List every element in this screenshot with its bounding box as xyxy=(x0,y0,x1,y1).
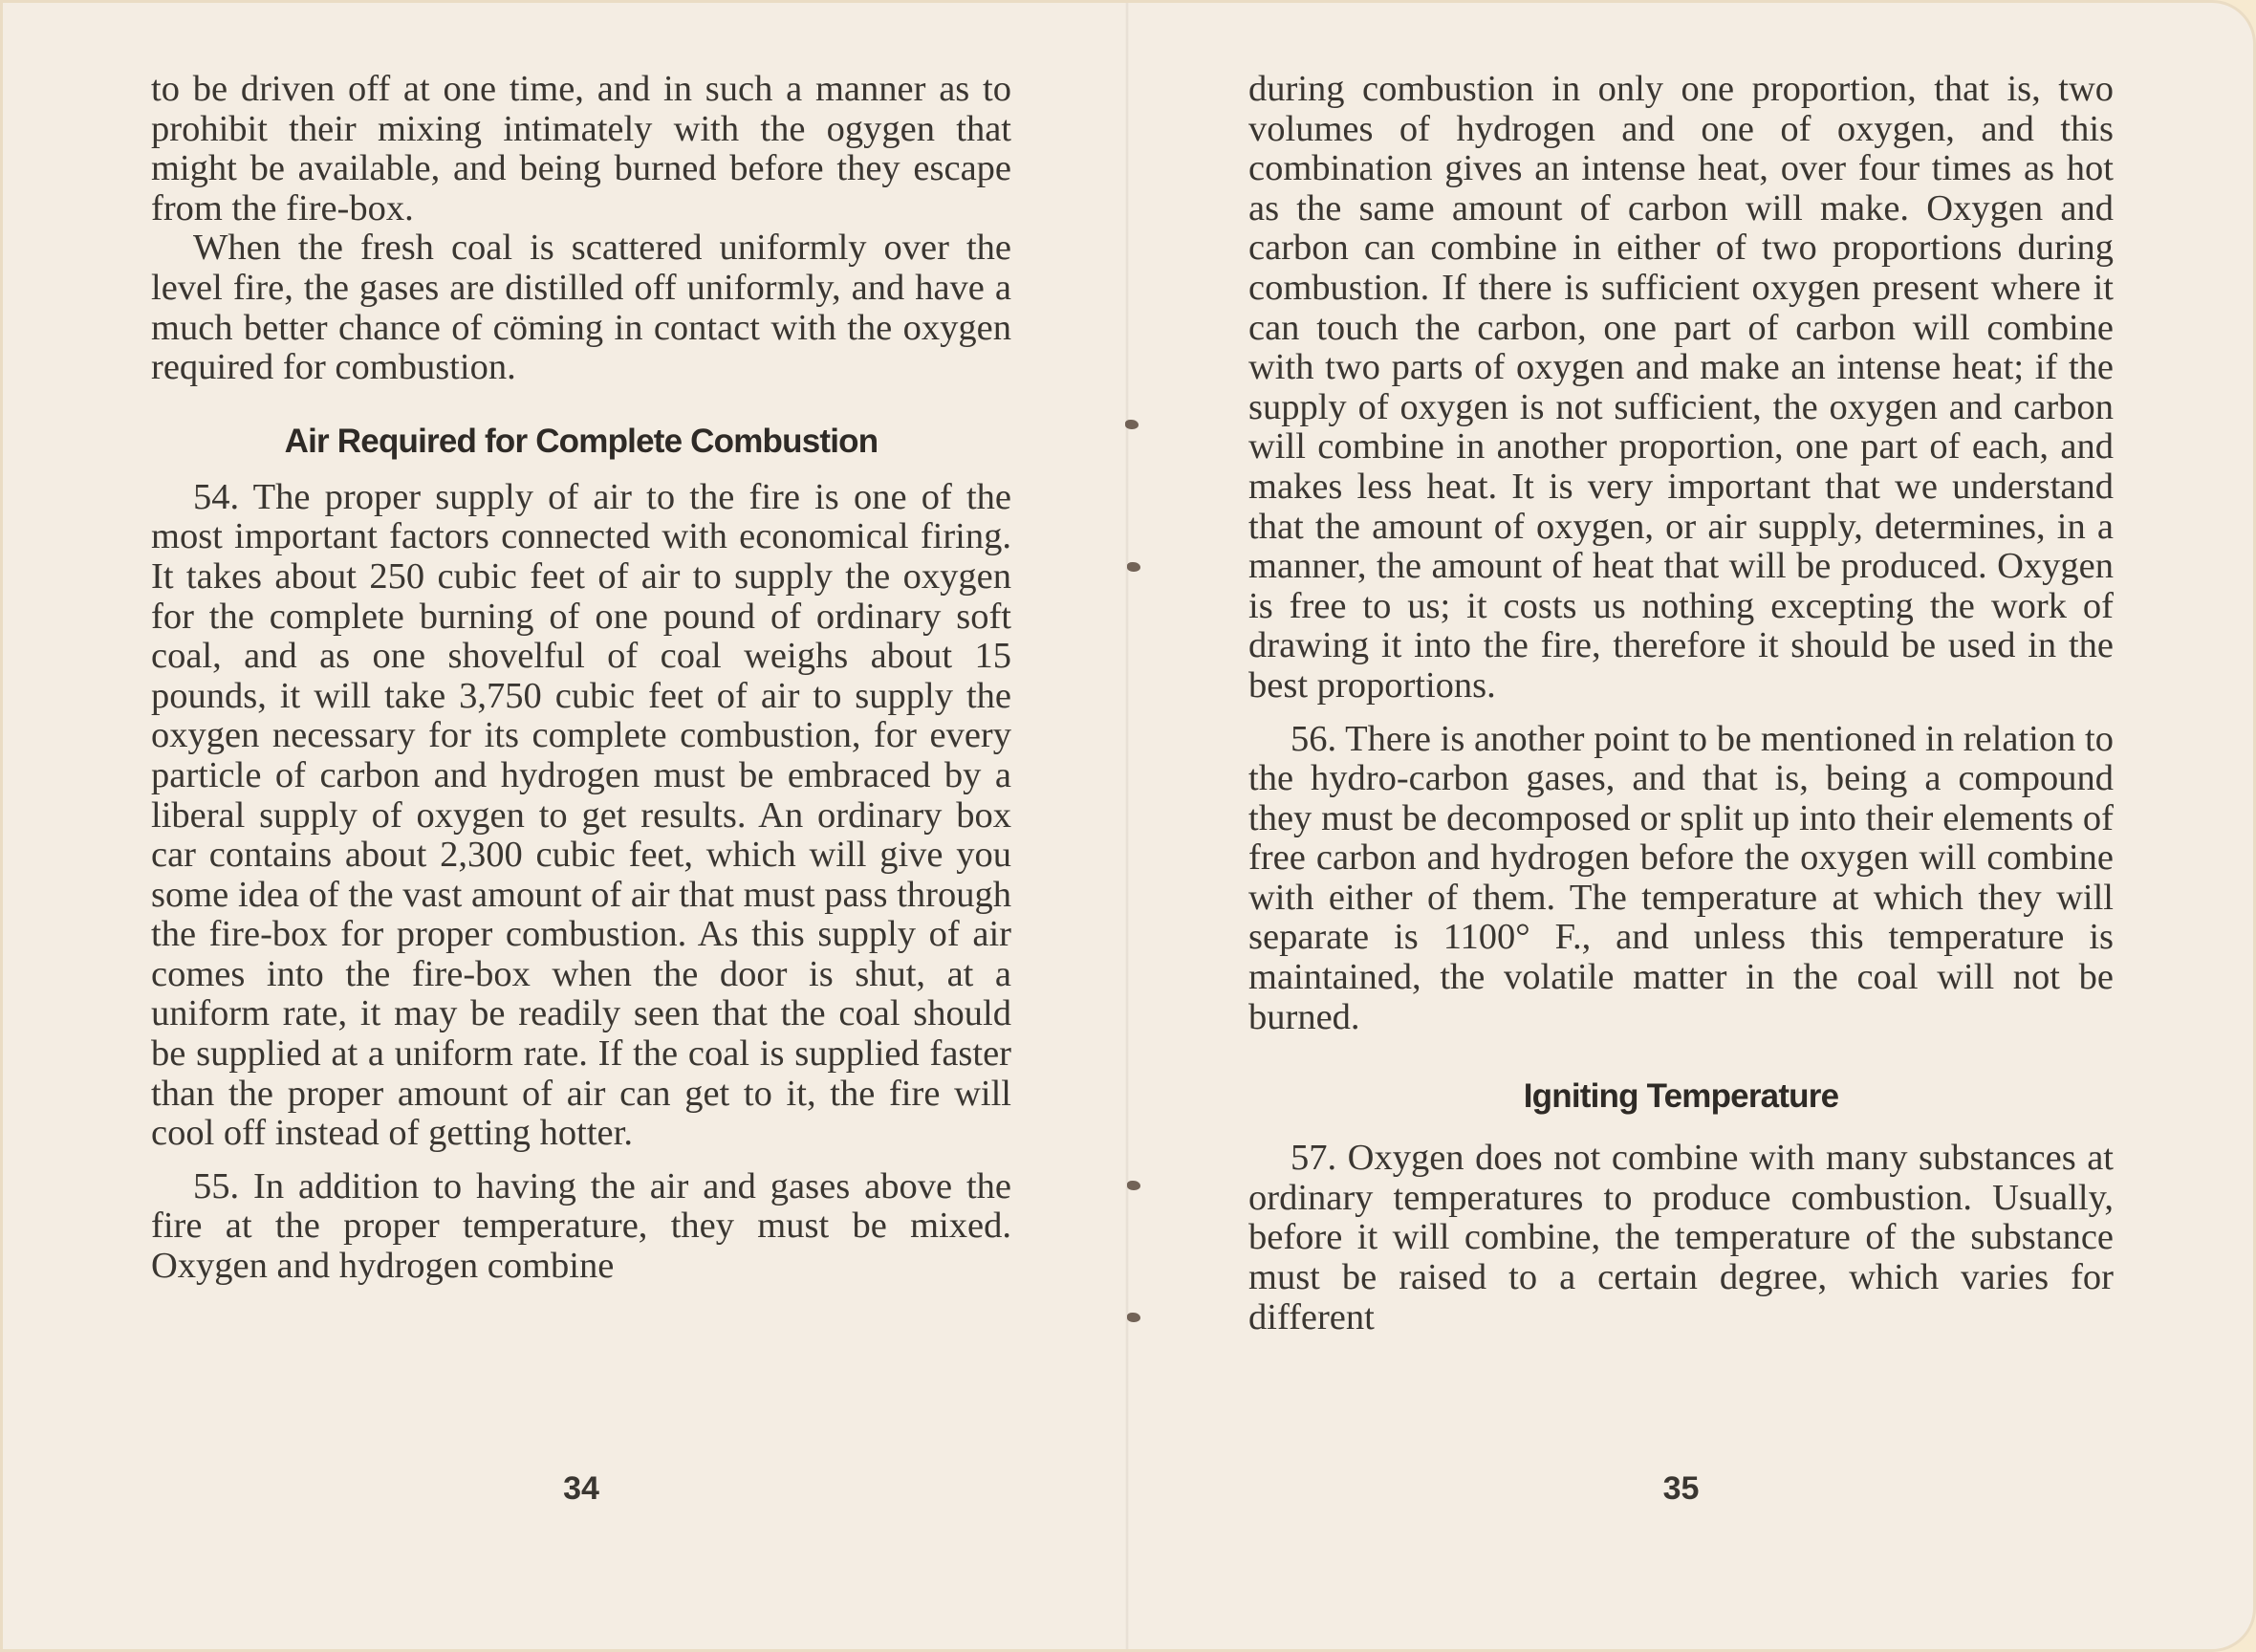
page-number: 35 xyxy=(1662,1470,1700,1507)
binding-stitch xyxy=(1127,1181,1140,1190)
section-heading: Air Required for Complete Combustion xyxy=(284,422,879,460)
paragraph: When the fresh coal is scattered uniformly over the level fire, the gases are distilled off uniformly, and have a much better chance of cöming in contact with the oxygen required for combustion. xyxy=(151,228,1011,388)
paragraph: to be driven off at one time, and in such a manner as to prohibit their mixing intimately with the ogygen that might be available, and being burned before they escape from the fire-box. xyxy=(151,69,1011,228)
paragraph: 57. Oxygen does not combine with many substances at ordinary temperatures to produce combustion. Usually, before it will combine, the temperature of the substance must be raised to a certain degree, which varies for different xyxy=(1248,1138,2114,1337)
right-page xyxy=(1248,70,2114,1599)
paragraph: 56. There is another point to be mentioned in relation to the hydro-carbon gases, and that is, being a compound they must be decomposed or split up into their elements of free carbon and hydrogen before the oxygen will combine with either of them. The temperature at which they will separate is 1100° F., and unless this temperature is maintained, the volatile matter in the coal will not be burned. xyxy=(1248,718,2114,1037)
right-page-text xyxy=(1248,70,2114,1337)
left-page-text xyxy=(151,70,1011,1287)
binding-stitch xyxy=(1127,1313,1140,1322)
section-heading: Igniting Temperature xyxy=(1523,1077,1839,1116)
paragraph: 55. In addition to having the air and gases above the fire at the proper temperature, they must be mixed. Oxygen and hydrogen combine xyxy=(151,1165,1011,1287)
book-gutter xyxy=(1125,3,1129,1652)
binding-stitch xyxy=(1127,562,1140,572)
paragraph: during combustion in only one proportion, that is, two volumes of hydrogen and one of oxygen, and this combination gives an intense heat, over four times as hot as the same amount of carbon will make. Oxygen and carbon can combine in either of two proportions during combustion. If there is sufficient oxygen present where it can touch the carbon, one part of carbon will combine with two parts of oxygen and make an intense heat; if the supply of oxygen is not sufficient, the oxygen and carbon will combine in another proportion, one part of each, and makes less heat. It is very important that we understand that the amount of oxygen, or air supply, determines, in a manner, the amount of heat that will be produced. Oxygen is free to us; it costs us nothing excepting the work of drawing it into the fire, therefore it should be used in the best proportions. xyxy=(1248,69,2114,706)
left-page xyxy=(151,70,1011,1599)
page-number: 34 xyxy=(563,1470,599,1507)
binding-stitch xyxy=(1125,420,1139,429)
paragraph: 54. The proper supply of air to the fire is one of the most important factors connected with economical firing. It takes about 250 cubic feet of air to supply the oxygen for the complete burning of one pound of ordinary soft coal, and as one shovelful of coal weighs about 15 pounds, it will take 3,750 cubic feet of air to supply the oxygen necessary for its complete combustion, for every particle of carbon and hydrogen must be embraced by a liberal supply of oxygen to get results. An ordinary box car contains about 2,300 cubic feet, which will give you some idea of the vast amount of air that must pass through the fire-box for proper combustion. As this supply of air comes into the fire-box when the door is shut, at a uniform rate, it may be readily seen that the coal should be supplied at a uniform rate. If the coal is supplied faster than the proper amount of air can get to it, the fire will cool off instead of getting hotter. xyxy=(151,476,1011,1154)
